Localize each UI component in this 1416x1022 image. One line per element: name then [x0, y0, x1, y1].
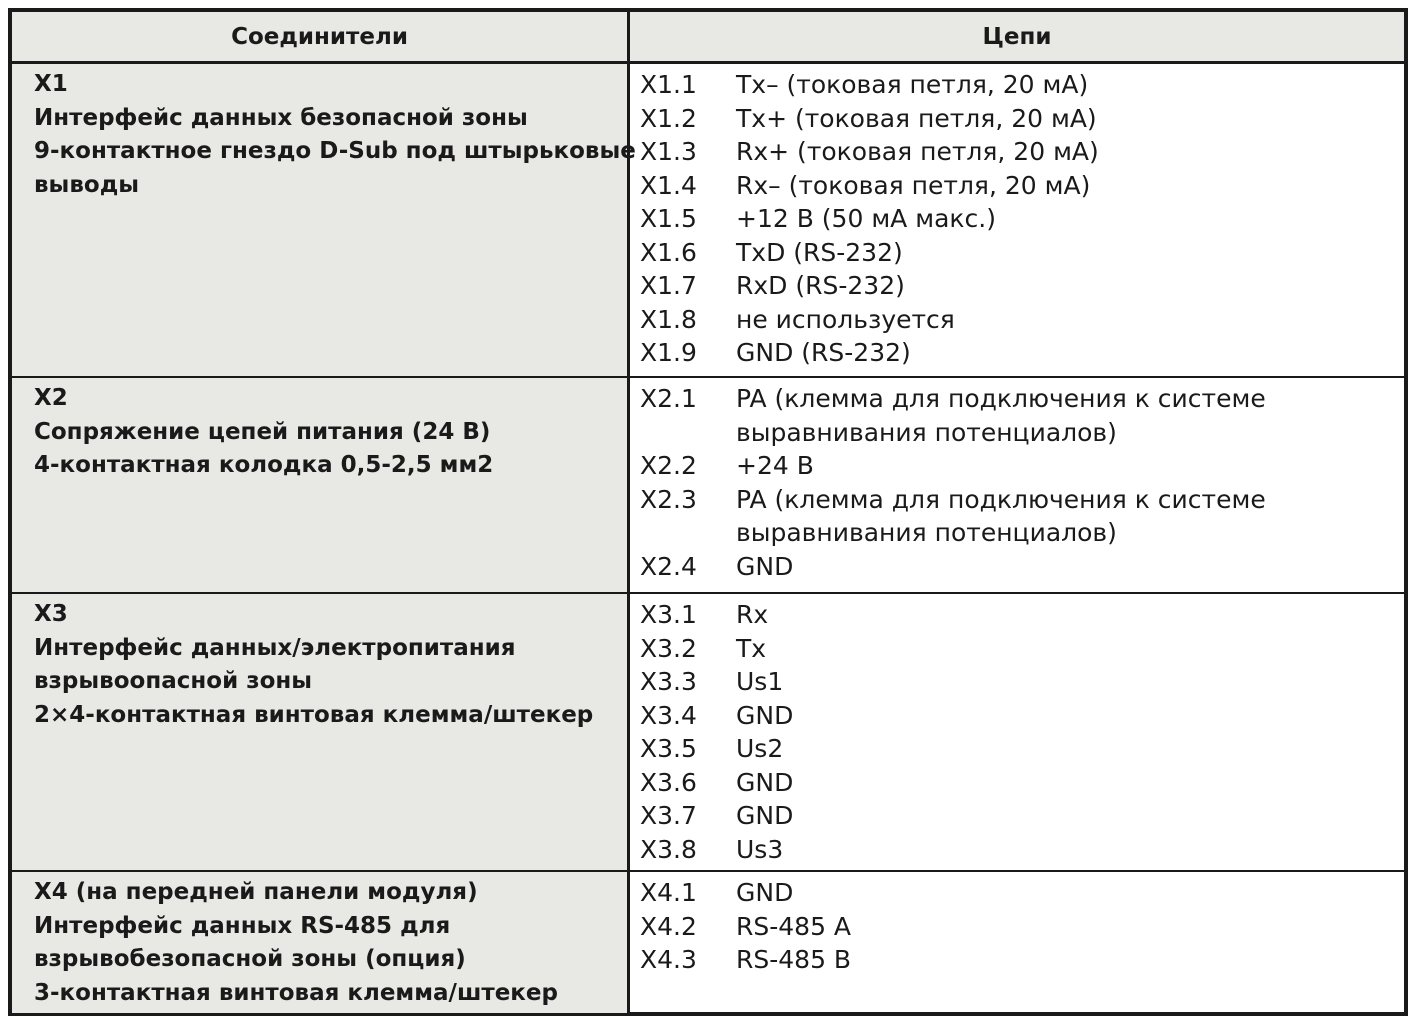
pin-entry: [640, 943, 1404, 977]
pin-description: GND: [736, 551, 794, 581]
pin-code: X3.6: [640, 767, 697, 797]
pin-entry: [640, 303, 1404, 337]
pin-code: X3.3: [640, 667, 697, 696]
circuits-cell: [630, 872, 1404, 1013]
connector-id: X2: [34, 385, 68, 411]
connector-description-line: 3-контактная винтовая клемма/штекер: [34, 979, 558, 1006]
connector-description-line: взрывоопасной зоны: [34, 668, 313, 694]
connector-description-line: 2×4-контактная винтовая клемма/штекер: [34, 701, 594, 728]
pin-entry: [640, 382, 1404, 449]
pin-code: X1.8: [640, 304, 697, 334]
pin-code: X2.4: [640, 551, 697, 581]
pin-description: Rx+ (токовая петля, 20 мА): [736, 137, 1099, 166]
connector-description-line: Сопряжение цепей питания (24 В): [34, 418, 491, 445]
pin-entry: [640, 336, 1404, 370]
pin-description: RxD (RS-232): [736, 271, 905, 300]
pin-description: Rx: [736, 600, 769, 629]
pin-description: Tx: [736, 633, 767, 663]
pin-code: X2.2: [640, 451, 697, 480]
pin-code: X3.2: [640, 633, 697, 663]
pin-code: X1.4: [640, 170, 697, 200]
pin-entry: [640, 876, 1404, 910]
pin-description: TxD (RS-232): [736, 237, 903, 267]
pin-description: GND: [736, 767, 794, 797]
pin-entry: [640, 550, 1404, 584]
pin-description: Tx+ (токовая петля, 20 мА): [736, 103, 1097, 133]
connector-description-line: Интерфейс данных RS-485 для: [34, 912, 451, 939]
pin-code: X4.1: [640, 878, 697, 907]
pin-entry: [640, 236, 1404, 270]
pin-code: X1.3: [640, 137, 697, 166]
pin-code: X2.1: [640, 384, 697, 413]
pin-description: RS-485 B: [736, 945, 852, 974]
connector-description-line: 9-контактное гнездо D-Sub под штырьковые: [34, 138, 636, 164]
pin-code: X4.2: [640, 911, 697, 941]
pin-entry: [640, 102, 1404, 136]
pin-entry: [640, 766, 1404, 800]
pin-description: GND: [736, 801, 794, 830]
circuits-cell: [630, 64, 1404, 376]
pin-code: X3.4: [640, 700, 697, 730]
pin-entry: [640, 799, 1404, 833]
pin-code: X1.9: [640, 338, 697, 367]
connector-cell: [12, 64, 636, 376]
pin-entry: [640, 202, 1404, 236]
table-row: [12, 872, 1404, 1013]
pin-description: +12 В (50 мА макс.): [736, 204, 996, 233]
connector-description-line: взрывобезопасной зоны (опция): [34, 946, 466, 972]
pin-code: X1.6: [640, 237, 697, 267]
pin-entry: [640, 699, 1404, 733]
pin-entry: [640, 449, 1404, 483]
header-circuits: Цепи: [982, 23, 1052, 50]
pin-description: GND: [736, 878, 794, 907]
circuits-cell: [630, 378, 1404, 592]
pin-code: X3.1: [640, 600, 697, 629]
pin-description: Us3: [736, 834, 784, 864]
table-row: [12, 594, 1404, 872]
connector-cell: [12, 872, 630, 1013]
pin-description: не используется: [736, 304, 955, 334]
pin-entry: [640, 732, 1404, 766]
connector-description-line: Интерфейс данных/электропитания: [34, 634, 516, 661]
connector-id: X4 (на передней панели модуля): [34, 879, 478, 905]
pin-entry: [640, 665, 1404, 699]
table-row: [12, 64, 1404, 378]
pin-description: Rx– (токовая петля, 20 мА): [736, 170, 1091, 200]
pin-entry: [640, 169, 1404, 203]
connector-id: X3: [34, 601, 68, 627]
connector-description-line: 4-контактная колодка 0,5-2,5 мм2: [34, 452, 494, 478]
circuits-cell: [630, 594, 1404, 870]
pin-code: X2.3: [640, 484, 697, 514]
pin-entry: [640, 135, 1404, 169]
table-header: [12, 12, 1404, 64]
pin-entry: [640, 910, 1404, 944]
pin-description: RS-485 A: [736, 911, 852, 941]
pin-description: GND (RS-232): [736, 338, 911, 367]
pin-description: +24 В: [736, 451, 814, 480]
table-row: [12, 378, 1404, 594]
connector-cell: [12, 594, 630, 870]
pin-description: Us1: [736, 667, 784, 696]
pin-code: X1.1: [640, 70, 697, 99]
header-connectors: Соединители: [12, 12, 630, 61]
pin-entry: [640, 269, 1404, 303]
pin-code: X1.2: [640, 103, 697, 133]
pin-code: X4.3: [640, 945, 697, 974]
connector-table: [8, 8, 1408, 1016]
pin-description: PA (клемма для подключения к системе выравнивания потенциалов): [736, 384, 1266, 447]
connector-id: X1: [34, 71, 68, 97]
pin-entry: [640, 68, 1404, 102]
pin-code: X3.5: [640, 734, 697, 763]
connector-description-line: Интерфейс данных безопасной зоны: [34, 104, 528, 131]
pin-entry: [640, 632, 1404, 666]
pin-description: Us2: [736, 734, 784, 763]
pin-description: Tx– (токовая петля, 20 мА): [736, 70, 1089, 99]
pin-entry: [640, 833, 1404, 867]
pin-entry: [640, 483, 1404, 550]
pin-entry: [640, 598, 1404, 632]
pin-code: X1.5: [640, 204, 697, 233]
pin-description: PA (клемма для подключения к системе выравнивания потенциалов): [736, 484, 1266, 547]
connector-cell: [12, 378, 630, 592]
pin-description: GND: [736, 700, 794, 730]
connector-description-line: выводы: [34, 171, 140, 198]
pin-code: X3.7: [640, 801, 697, 830]
pin-code: X1.7: [640, 271, 697, 300]
pin-code: X3.8: [640, 834, 697, 864]
